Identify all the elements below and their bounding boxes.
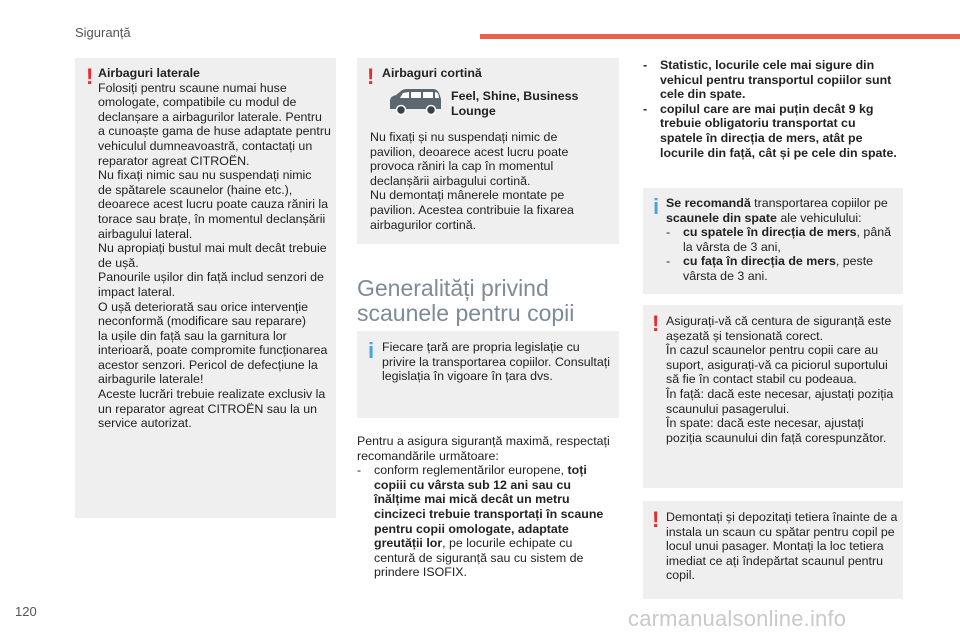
intro-line: Pentru a asigura siguranță maximă, respectați <box>357 434 610 448</box>
side-airbags-line: O ușă deteriorată sau orice intervenție <box>98 299 309 314</box>
side-airbags-line: Nu apropiați bustul mai mult decât trebuie <box>98 241 327 256</box>
bullet-line: Statistic, locurile cele mai sigure din <box>660 58 875 72</box>
dash-bullet: - <box>643 58 648 72</box>
item-text: prindere ISOFIX. <box>374 565 467 580</box>
side-airbags-line: airbagurile laterale! <box>98 372 204 387</box>
warning-icon: ! <box>652 311 660 336</box>
accent-bar <box>480 34 960 39</box>
rec-bold: cu fața în direcția de mers <box>683 254 836 269</box>
list-item <box>643 102 913 160</box>
car-icon <box>387 86 443 116</box>
heading-line: scaunele pentru copii <box>357 300 575 326</box>
headrest-line: copil. <box>666 568 695 583</box>
side-airbags-line: impact lateral. <box>98 284 176 299</box>
side-airbags-line: Folosiți pentru scaune numai huse <box>98 80 287 95</box>
bullet-line: trebuie obligatoriu transportat cu <box>660 116 856 131</box>
curtain-airbags-title: Airbaguri cortină <box>382 66 482 80</box>
side-airbags-line: a cunoaște gama de huse adaptate pentru <box>98 124 331 139</box>
legislation-line: legislația în vigoare în țara dvs. <box>382 369 553 384</box>
side-airbags-text <box>98 66 334 431</box>
info-icon: i <box>368 338 375 363</box>
headrest-line: imediat ce ați îndepărtat scaunul pentru <box>666 553 883 568</box>
belt-line: În față: dacă este necesar, ajustați poziția <box>666 386 894 401</box>
side-airbags-line: declanșare a airbagurilor laterale. Pentru <box>98 109 322 124</box>
rec-bold: Se recomandă <box>666 196 751 210</box>
headrest-line: instala un scaun cu spătar pentru copil pe <box>666 524 895 539</box>
dash-bullet: - <box>666 254 671 269</box>
heading-line: Generalități privind <box>357 275 549 301</box>
curtain-airbags-line: provoca răniri la cap în momentul <box>370 159 554 174</box>
page-number: 120 <box>15 604 37 619</box>
item-bold: copiii cu vârsta sub 12 ani sau cu <box>374 477 571 492</box>
rec-bold: cu spatele în direcția de mers <box>683 225 857 240</box>
right-bullets <box>643 58 913 160</box>
side-airbags-line: Aceste lucrări trebuie realizate exclusiv la <box>98 387 326 402</box>
belt-line: așezată și tensionată corect. <box>666 328 824 343</box>
curtain-airbags-versions <box>451 89 578 118</box>
warning-icon: ! <box>652 507 660 532</box>
belt-line: poziția scaunului din față corespunzător. <box>666 430 887 445</box>
side-airbags-line: Nu fixați nimic sau nu suspendați nimic <box>98 168 312 183</box>
rec-text: , peste <box>835 254 874 269</box>
rec-bold: scaunele din spate <box>666 210 777 225</box>
list-item <box>666 225 902 254</box>
bullet-line: locurile din față, cât și pe cele din spate. <box>660 145 897 160</box>
item-bold: cincizeci trebuie transportați în scaune <box>374 506 604 521</box>
warning-icon: ! <box>367 64 375 89</box>
side-airbags-line: de spătarele scaunelor (haine etc.), <box>98 182 293 197</box>
belt-line: În spate: dacă este necesar, ajustați <box>666 416 864 431</box>
curtain-airbags-line: declanșării airbagului cortină. <box>370 173 531 188</box>
item-text: centură de siguranță sau cu sistem de <box>374 550 584 565</box>
recommendation-text <box>666 196 902 284</box>
legislation-line: Fiecare țară are propria legislație cu <box>382 340 580 354</box>
rec-text: ale vehiculului: <box>776 210 862 225</box>
list-item <box>643 58 913 102</box>
belt-line: scaunului pasagerului. <box>666 401 790 416</box>
curtain-airbags-line: pavilion. Acestea contribuie la fixarea <box>370 202 574 217</box>
legislation-line: privire la transportarea copiilor. Consultați <box>382 354 610 369</box>
info-icon: i <box>653 194 660 219</box>
side-airbags-line: service autorizat. <box>98 416 192 431</box>
bullet-line: copilul care are mai puțin decât 9 kg <box>660 101 874 116</box>
side-airbags-line: deoarece acest lucru poate cauza răniri la <box>98 197 329 212</box>
headrest-line: locul unui pasager. Montați la loc tetiera <box>666 539 884 554</box>
section-heading <box>357 276 574 326</box>
belt-line: suport, asigurați-vă ca piciorul suportului <box>666 357 888 372</box>
curtain-airbags-text <box>370 130 610 232</box>
curtain-airbags-line: Nu fixați și nu suspendați nimic de <box>370 130 558 144</box>
side-airbags-line: acestor senzori. Pericol de defecțiune la <box>98 357 318 372</box>
curtain-airbags-line: airbagurilor cortină. <box>370 217 477 232</box>
curtain-airbags-line: Nu demontați mânerele montate pe <box>370 188 565 203</box>
side-airbags-line: vehiculul dumneavoastră, contactați un <box>98 138 313 153</box>
side-airbags-line: Panourile ușilor din față includ senzori de <box>98 270 324 285</box>
item-bold: toți <box>567 463 587 478</box>
bullet-line: cele din spate. <box>660 87 746 102</box>
watermark: carmanualsonline.info <box>628 606 847 631</box>
safety-intro <box>357 434 622 580</box>
side-airbags-title: Airbaguri laterale <box>98 66 200 80</box>
rec-text: transportarea copiilor pe <box>750 196 888 210</box>
item-bold: pentru copii omologate, adaptate <box>374 521 569 536</box>
versions-line: Feel, Shine, Business <box>451 89 579 103</box>
side-airbags-line: neconformă (modificare sau reparare) <box>98 314 306 329</box>
intro-line: recomandările următoare: <box>357 448 499 463</box>
side-airbags-line: la ușile din față sau la garnitura lor <box>98 328 287 343</box>
item-text: , pe locurile echipate cu <box>442 536 573 551</box>
side-airbags-line: omologate, compatibile cu modul de <box>98 95 297 110</box>
versions-line: Lounge <box>451 103 496 118</box>
warning-icon: ! <box>86 64 94 89</box>
rec-text: vârsta de 3 ani. <box>683 268 768 283</box>
side-airbags-line: reparator agreat CITROËN. <box>98 153 250 168</box>
list-item <box>666 254 902 283</box>
rec-text: la vârsta de 3 ani, <box>683 239 781 254</box>
belt-line: să fie în contact stabil cu podeaua. <box>666 372 857 387</box>
belt-warning-text <box>666 314 902 445</box>
item-bold: înălțime mai mică decât un metru <box>374 492 570 507</box>
bullet-line: spatele în direcția de mers, atât pe <box>660 130 863 145</box>
list-item <box>357 463 622 580</box>
curtain-airbags-line: pavilion, deoarece acest lucru poate <box>370 144 569 159</box>
bullet-line: vehicul pentru transportul copiilor sunt <box>660 72 892 87</box>
side-airbags-line: torace sau brațe, în momentul declanșării <box>98 211 326 226</box>
legislation-text <box>382 340 618 384</box>
side-airbags-line: airbagului lateral. <box>98 226 193 241</box>
rec-text: , până <box>856 225 891 240</box>
headrest-line: Demontați și depozitați tetiera înainte de a <box>666 510 898 524</box>
belt-line: În cazul scaunelor pentru copii care au <box>666 343 879 358</box>
dash-bullet: - <box>666 225 671 240</box>
section-title: Siguranță <box>75 25 131 40</box>
item-bold: greutății lor <box>374 536 443 551</box>
headrest-warning-text <box>666 510 902 583</box>
item-text: conform reglementărilor europene, <box>374 463 568 478</box>
dash-bullet: - <box>357 463 362 478</box>
side-airbags-line: de ușă. <box>98 255 139 270</box>
dash-bullet: - <box>643 101 648 116</box>
belt-line: Asigurați-vă că centura de siguranță este <box>666 314 892 328</box>
side-airbags-line: un reparator agreat CITROËN sau la un <box>98 401 318 416</box>
side-airbags-line: interioară, poate compromite funcționarea <box>98 343 328 358</box>
